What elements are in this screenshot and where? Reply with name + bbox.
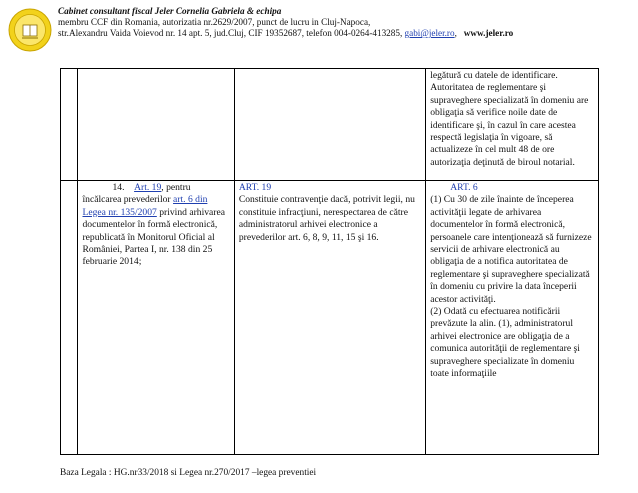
page-footer: Baza Legala : HG.nr33/2018 si Legea nr.270/2017 –legea preventiei — [60, 468, 317, 478]
firm-name: Cabinet consultant fiscal Jeler Cornelia Gabriela & echipa — [58, 6, 282, 16]
table-cell — [234, 69, 425, 181]
item-number: 14. — [112, 182, 125, 193]
legal-table — [60, 68, 599, 455]
item-text-1: , pentru încălcarea prevederilor — [82, 182, 191, 206]
item-text-2: privind arhivarea documentelor în formă electronică, republicată în Monitorul Oficial al României, Partea I, nr. 138 din 25 februarie 2014; — [82, 206, 226, 268]
article-heading: ART. 19 — [238, 182, 272, 193]
table-cell — [426, 69, 599, 181]
article-continuation: legătură cu datele de identificare. Autoritatea de reglementare şi supraveghere specializată în domeniu are obligaţia să verifice noile date de identificare şi, în cazul în care acestea respectă legislaţia în vigoare, să actualizeze în cel mult 48 de ore autorizaţia deţinută de biroul notarial. — [430, 70, 589, 168]
header-separator: , — [454, 28, 457, 38]
article-paragraph-2: (2) Odată cu efectuarea notificării prevăzute la alin. (1), administratorul arhivei electronice are obligaţia de a comunica autorităţii de reglementare şi supraveghere specializate în domeniu toate informaţiile — [430, 306, 580, 380]
art-19-link[interactable]: Art. 19 — [134, 182, 162, 193]
table-row — [61, 69, 599, 181]
law-135-link[interactable]: art. 6 din Legea nr. 135/2007 — [82, 194, 208, 218]
header-line-3 — [58, 28, 513, 39]
page-header — [58, 6, 513, 39]
article-heading: ART. 6 — [450, 182, 478, 193]
table-cell — [78, 181, 234, 455]
table-cell — [61, 181, 78, 455]
email-link[interactable]: gabi@jeler.ro — [404, 28, 455, 38]
table-cell — [234, 181, 425, 455]
table-cell — [426, 181, 599, 455]
header-address: str.Alexandru Vaida Voievod nr. 14 apt. 5, jud.Cluj, CIF 19352687, telefon 004-0264-413285, — [58, 28, 405, 38]
contravention-item — [82, 182, 229, 269]
article-paragraph-1: (1) Cu 30 de zile înainte de începerea activităţii legate de arhivarea documentelor în formă electronică, persoanele care intenţionează să furnizeze servicii de arhivare electronică au obligaţia de a notifica autoritatea de reglementare şi supraveghere specializată în domeniu cu privire la data începerii acestor activităţi. — [430, 194, 592, 305]
table-cell — [61, 69, 78, 181]
article-text: Constituie contravenţie dacă, potrivit legii, nu constituie infracţiuni, nerespectarea de către administratorul arhivei electronice a prevederilor art. 6, 8, 9, 11, 15 şi 16. — [238, 194, 415, 243]
website-text: www.jeler.ro — [463, 28, 514, 38]
firm-logo — [8, 8, 52, 52]
table-cell — [78, 69, 234, 181]
header-line-2: membru CCF din Romania, autorizatia nr.2629/2007, punct de lucru in Cluj-Napoca, — [58, 17, 371, 27]
table-row — [61, 181, 599, 455]
